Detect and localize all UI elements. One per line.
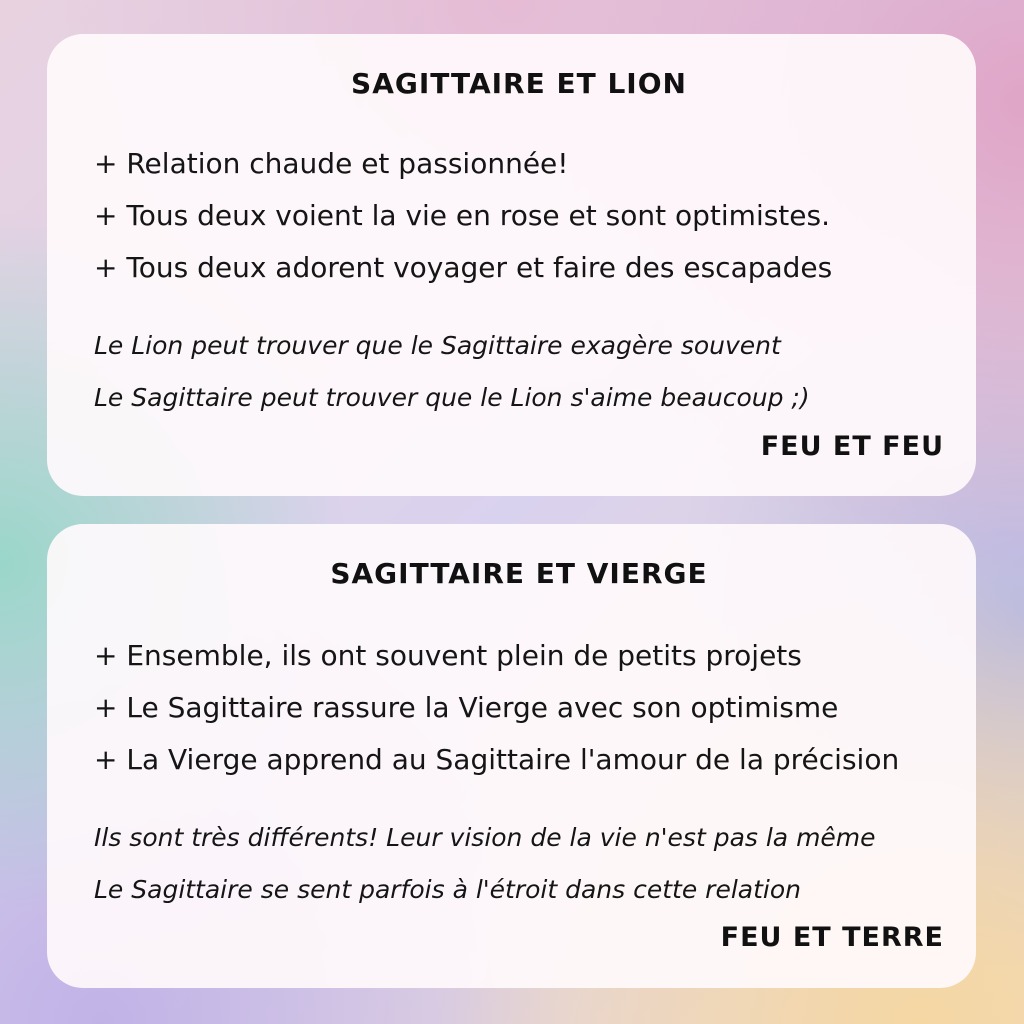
pros-list [94,630,944,786]
pro-item: + Tous deux voient la vie en rose et sont optimistes. [94,199,830,232]
compatibility-card-sagittaire-vierge [47,524,976,988]
card-title: SAGITTAIRE ET VIERGE [330,557,708,590]
card-title: SAGITTAIRE ET LION [351,67,687,100]
cons-list [94,320,944,424]
pro-item: + Relation chaude et passionnée! [94,147,569,180]
pro-item: + Tous deux adorent voyager et faire des escapades [94,251,833,284]
pros-list [94,138,944,294]
con-item: Le Sagittaire peut trouver que le Lion s'aime beaucoup ;) [94,383,810,412]
element-label: FEU ET FEU [760,431,944,462]
con-item: Le Lion peut trouver que le Sagittaire exagère souvent [94,331,781,360]
pro-item: + Le Sagittaire rassure la Vierge avec son optimisme [94,691,839,724]
compatibility-card-sagittaire-lion [47,34,976,496]
con-item: Le Sagittaire se sent parfois à l'étroit dans cette relation [94,875,801,904]
cons-list [94,812,944,916]
pro-item: + Ensemble, ils ont souvent plein de petits projets [94,639,802,672]
element-label: FEU ET TERRE [720,922,944,953]
pro-item: + La Vierge apprend au Sagittaire l'amour de la précision [94,743,900,776]
con-item: Ils sont très différents! Leur vision de la vie n'est pas la même [94,823,876,852]
